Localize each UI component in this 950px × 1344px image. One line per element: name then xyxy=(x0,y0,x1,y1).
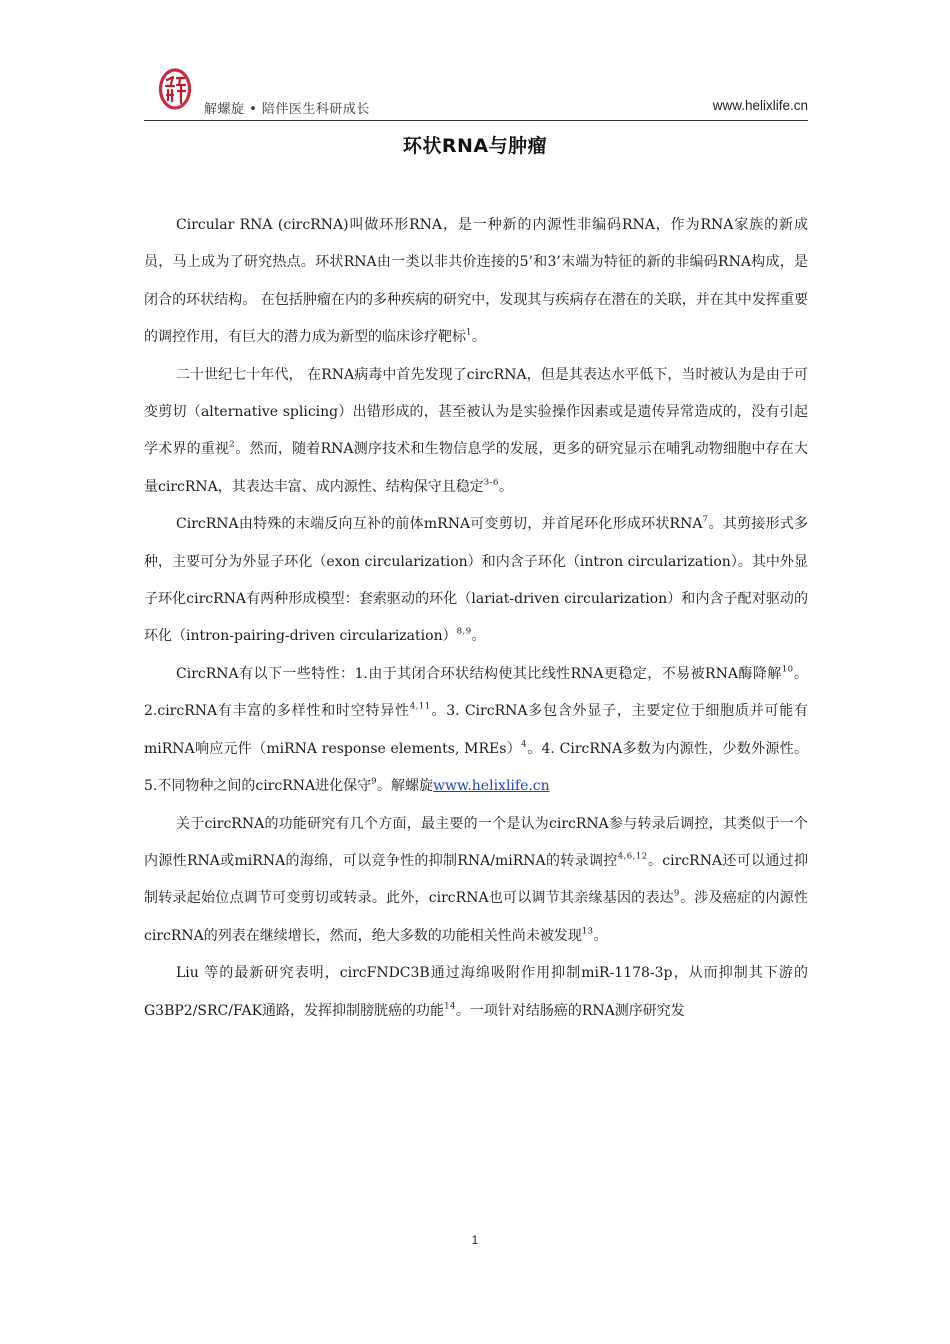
helixlife-logo-icon xyxy=(158,68,192,110)
paragraph-text: 。 xyxy=(498,478,513,495)
paragraph-text: CircRNA有以下一些特性：1.由于其闭合环状结构使其比线性RNA更稳定，不易被RNA酶降解 xyxy=(176,665,782,682)
paragraph-3 xyxy=(144,506,808,656)
citation-ref: 13 xyxy=(581,926,594,937)
citation-ref: 2 xyxy=(229,440,236,451)
paragraph-text: 。其剪接形式多种，主要可分为外显子环化（exon circularization）和内含子环化（intron circularization）。其中外显子环化circRNA有两种形成模型：套索驱动的环化（lariat-driven circularization）和内含子配对驱动的环化（intron-pairing-driven circularization） xyxy=(144,516,809,645)
citation-ref: 7 xyxy=(702,514,709,525)
citation-ref: 10 xyxy=(781,664,794,675)
paragraph-text: 二十世纪七十年代， 在RNA病毒中首先发现了circRNA，但是其表达水平低下，当时被认为是由于可变剪切（alternative splicing）出错形成的，甚至被认为是实验操作因素或是遗传异常造成的，没有引起学术界的重视 xyxy=(144,366,808,458)
citation-ref: 3-6 xyxy=(483,477,499,488)
citation-ref: 1 xyxy=(466,327,472,338)
paragraph-1 xyxy=(144,207,808,357)
paragraph-text: 。解螺旋 xyxy=(377,778,434,795)
header-slogan: 解螺旋 • 陪伴医生科研成长 xyxy=(204,102,370,117)
paragraph-text: 。4. CircRNA多数为内源性，少数外源性。5.不同物种之间的circRNA进化保守 xyxy=(144,740,808,795)
paragraph-text: 。 xyxy=(593,927,608,944)
citation-ref: 9 xyxy=(673,888,680,899)
citation-ref: 8,9 xyxy=(456,627,472,638)
paragraph-text: Circular RNA (circRNA)叫做环形RNA，是一种新的内源性非编码RNA，作为RNA家族的新成员，马上成为了研究热点。环状RNA由一类以非共价连接的5’和3’末端为特征的新的非编码RNA构成，是闭合的环状结构。 在包括肿瘤在内的多种疾病的研究中，发现其与疾病存在潜在的关联，并在其中发挥重要的调控作用，有巨大的潜力成为新型的临床诊疗靶标 xyxy=(144,217,808,346)
citation-ref: 14 xyxy=(444,1001,456,1012)
document-body xyxy=(144,207,808,1030)
paragraph-text: 。 xyxy=(471,329,486,346)
header-divider xyxy=(144,120,808,121)
paragraph-text: Liu 等的最新研究表明，circFNDC3B通过海绵吸附作用抑制miR-1178-3p，从而抑制其下游的G3BP2/SRC/FAK通路，发挥抑制膀胱癌的功能 xyxy=(144,965,808,1019)
paragraph-text: 。2.circRNA有丰富的多样性和时空特异性 xyxy=(144,665,808,720)
paragraph-2 xyxy=(144,357,808,507)
paragraph-text: 。3. CircRNA多包含外显子，主要定位于细胞质并可能有miRNA响应元件（miRNA response elements, MREs） xyxy=(144,703,808,757)
paragraph-text: 。然而，随着RNA测序技术和生物信息学的发展，更多的研究显示在哺乳动物细胞中存在大量circRNA，其表达丰富、成内源性、结构保守且稳定 xyxy=(144,441,809,495)
paragraph-5 xyxy=(144,806,808,956)
page-number: 1 xyxy=(471,1233,479,1247)
page-header xyxy=(144,64,808,118)
citation-ref: 4,6,12 xyxy=(617,851,648,862)
header-site-url[interactable]: www.helixlife.cn xyxy=(712,98,808,113)
paragraph-6 xyxy=(144,955,808,1030)
paragraph-text: CircRNA由特殊的末端反向互补的前体mRNA可变剪切，并首尾环化形成环状RNA xyxy=(176,516,703,533)
citation-ref: 9 xyxy=(371,776,378,787)
helixlife-link[interactable]: www.helixlife.cn xyxy=(433,778,550,795)
paragraph-text: 。 xyxy=(471,628,486,645)
paragraph-4 xyxy=(144,656,808,806)
paragraph-text: 关于circRNA的功能研究有几个方面，最主要的一个是认为circRNA参与转录后调控，其类似于一个内源性RNA或miRNA的海绵，可以竞争性的抑制RNA/miRNA的转录调控 xyxy=(144,815,808,869)
document-title: 环状RNA与肿瘤 xyxy=(402,135,548,157)
citation-ref: 4 xyxy=(521,739,527,750)
paragraph-text: 。涉及癌症的内源性circRNA的列表在继续增长，然而，绝大多数的功能相关性尚未被发现 xyxy=(144,890,808,944)
citation-ref: 4,11 xyxy=(409,701,431,712)
paragraph-text: 。circRNA还可以通过抑制转录起始位点调节可变剪切或转录。此外，circRNA也可以调节其亲缘基因的表达 xyxy=(144,852,808,907)
paragraph-text: 。一项针对结肠癌的RNA测序研究发 xyxy=(455,1002,685,1019)
